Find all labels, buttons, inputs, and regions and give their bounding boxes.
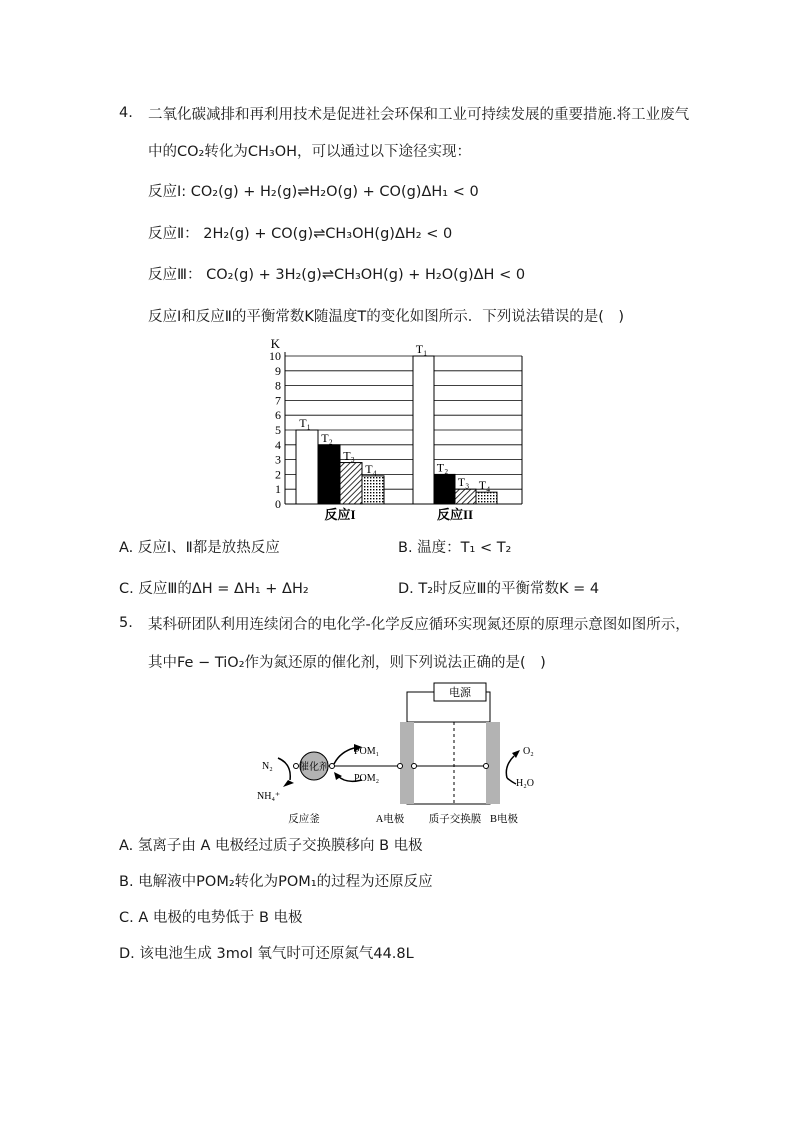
pom1-label: POM₁ bbox=[354, 746, 380, 757]
q4-option-a: A. 反应Ⅰ、Ⅱ都是放热反应 bbox=[119, 540, 280, 556]
group-label: 反应I bbox=[324, 507, 356, 522]
electrode-a bbox=[400, 722, 414, 804]
y-tick-label: 10 bbox=[269, 349, 281, 363]
q4-option-d: D. T₂时反应Ⅲ的平衡常数K = 4 bbox=[398, 581, 600, 597]
q5-stem-line2: 其中Fe − TiO₂作为氮还原的催化剂，则下列说法正确的是( ) bbox=[148, 655, 546, 671]
q4-stem-line2: 中的CO₂转化为CH₃OH，可以通过以下途径实现： bbox=[148, 144, 472, 160]
bar bbox=[340, 463, 362, 504]
q4-question: 反应Ⅰ和反应Ⅱ的平衡常数K随温度T的变化如图所示．下列说法错误的是( ) bbox=[148, 309, 625, 325]
electrolytic-cell bbox=[407, 722, 490, 804]
y-tick-label: 2 bbox=[275, 467, 281, 482]
y-tick-label: 5 bbox=[275, 423, 281, 437]
y-tick-label: 0 bbox=[275, 497, 281, 511]
bar-label: T₄ bbox=[478, 478, 491, 493]
q5-number: 5. bbox=[119, 615, 133, 631]
catalyst-label: 催化剂 bbox=[299, 762, 329, 773]
q5-stem-line1: 某科研团队利用连续闭合的电化学-化学反应循环实现氮还原的原理示意图如图所示， bbox=[148, 617, 690, 633]
bar-label: T₄ bbox=[365, 461, 377, 476]
bar-label: T₁ bbox=[415, 342, 428, 356]
bar bbox=[434, 474, 455, 504]
q5-option-d: D. 该电池生成 3mol 氧气时可还原氮气44.8L bbox=[119, 946, 414, 962]
q5-option-c: C. A 电极的电势低于 B 电极 bbox=[119, 910, 303, 926]
y-axis-label: K bbox=[270, 336, 280, 351]
bar-label: T₂ bbox=[436, 460, 449, 475]
q4-number: 4. bbox=[119, 105, 133, 121]
bar-label: T₁ bbox=[299, 416, 311, 430]
electrode-b bbox=[486, 722, 500, 804]
q4-reaction-3: 反应Ⅲ： CO₂(g) + 3H₂(g)⇌CH₃OH(g) + H₂O(g)ΔH < 0 bbox=[148, 267, 526, 283]
q4-reaction-2: 反应Ⅱ： 2H₂(g) + CO(g)⇌CH₃OH(g)ΔH₂ < 0 bbox=[148, 226, 453, 242]
y-tick-label: 1 bbox=[275, 482, 281, 497]
y-tick-label: 9 bbox=[275, 363, 281, 378]
q4-stem-line1: 二氧化碳减排和再利用技术是促进社会环保和工业可持续发展的重要措施.将工业废气 bbox=[148, 107, 690, 123]
membrane-label: 质子交换膜 bbox=[428, 814, 482, 825]
bar bbox=[413, 356, 434, 504]
bar bbox=[318, 445, 340, 504]
h2o-label: H₂O bbox=[516, 778, 534, 789]
bar bbox=[455, 489, 476, 504]
bar-label: T₃ bbox=[343, 448, 355, 463]
y-tick-label: 6 bbox=[275, 408, 281, 423]
bar-label: T₂ bbox=[321, 430, 333, 445]
electrode-a-label: A电极 bbox=[375, 814, 405, 825]
electrode-b-label: B电极 bbox=[489, 814, 519, 825]
y-tick-label: 4 bbox=[275, 437, 281, 452]
q5-option-b: B. 电解液中POM₂转化为POM₁的过程为还原反应 bbox=[119, 874, 433, 890]
nh4-label: NH₄⁺ bbox=[257, 791, 281, 802]
bar bbox=[476, 492, 497, 504]
y-tick-label: 7 bbox=[275, 393, 281, 408]
q5-option-a: A. 氢离子由 A 电极经过质子交换膜移向 B 电极 bbox=[119, 838, 423, 854]
n2-label: N₂ bbox=[262, 761, 273, 772]
y-tick-label: 8 bbox=[275, 378, 281, 393]
power-source-label: 电源 bbox=[449, 687, 471, 699]
bar-label: T₃ bbox=[457, 475, 470, 490]
k-vs-temperature-chart bbox=[250, 336, 540, 526]
bar bbox=[362, 476, 384, 504]
group-label: 反应II bbox=[436, 507, 474, 522]
q4-reaction-1: 反应Ⅰ: CO₂(g) + H₂(g)⇌H₂O(g) + CO(g)ΔH₁ < 0 bbox=[148, 184, 479, 200]
q4-option-b: B. 温度：T₁ < T₂ bbox=[398, 540, 512, 556]
q4-option-c: C. 反应Ⅲ的ΔH = ΔH₁ + ΔH₂ bbox=[119, 581, 309, 597]
bar bbox=[296, 430, 318, 504]
o2-label: O₂ bbox=[523, 746, 534, 757]
reactor-label: 反应釜 bbox=[288, 814, 320, 825]
pom2-label: POM₂ bbox=[354, 773, 380, 784]
electrochemical-cycle-diagram bbox=[250, 680, 560, 830]
y-tick-label: 3 bbox=[275, 452, 281, 467]
